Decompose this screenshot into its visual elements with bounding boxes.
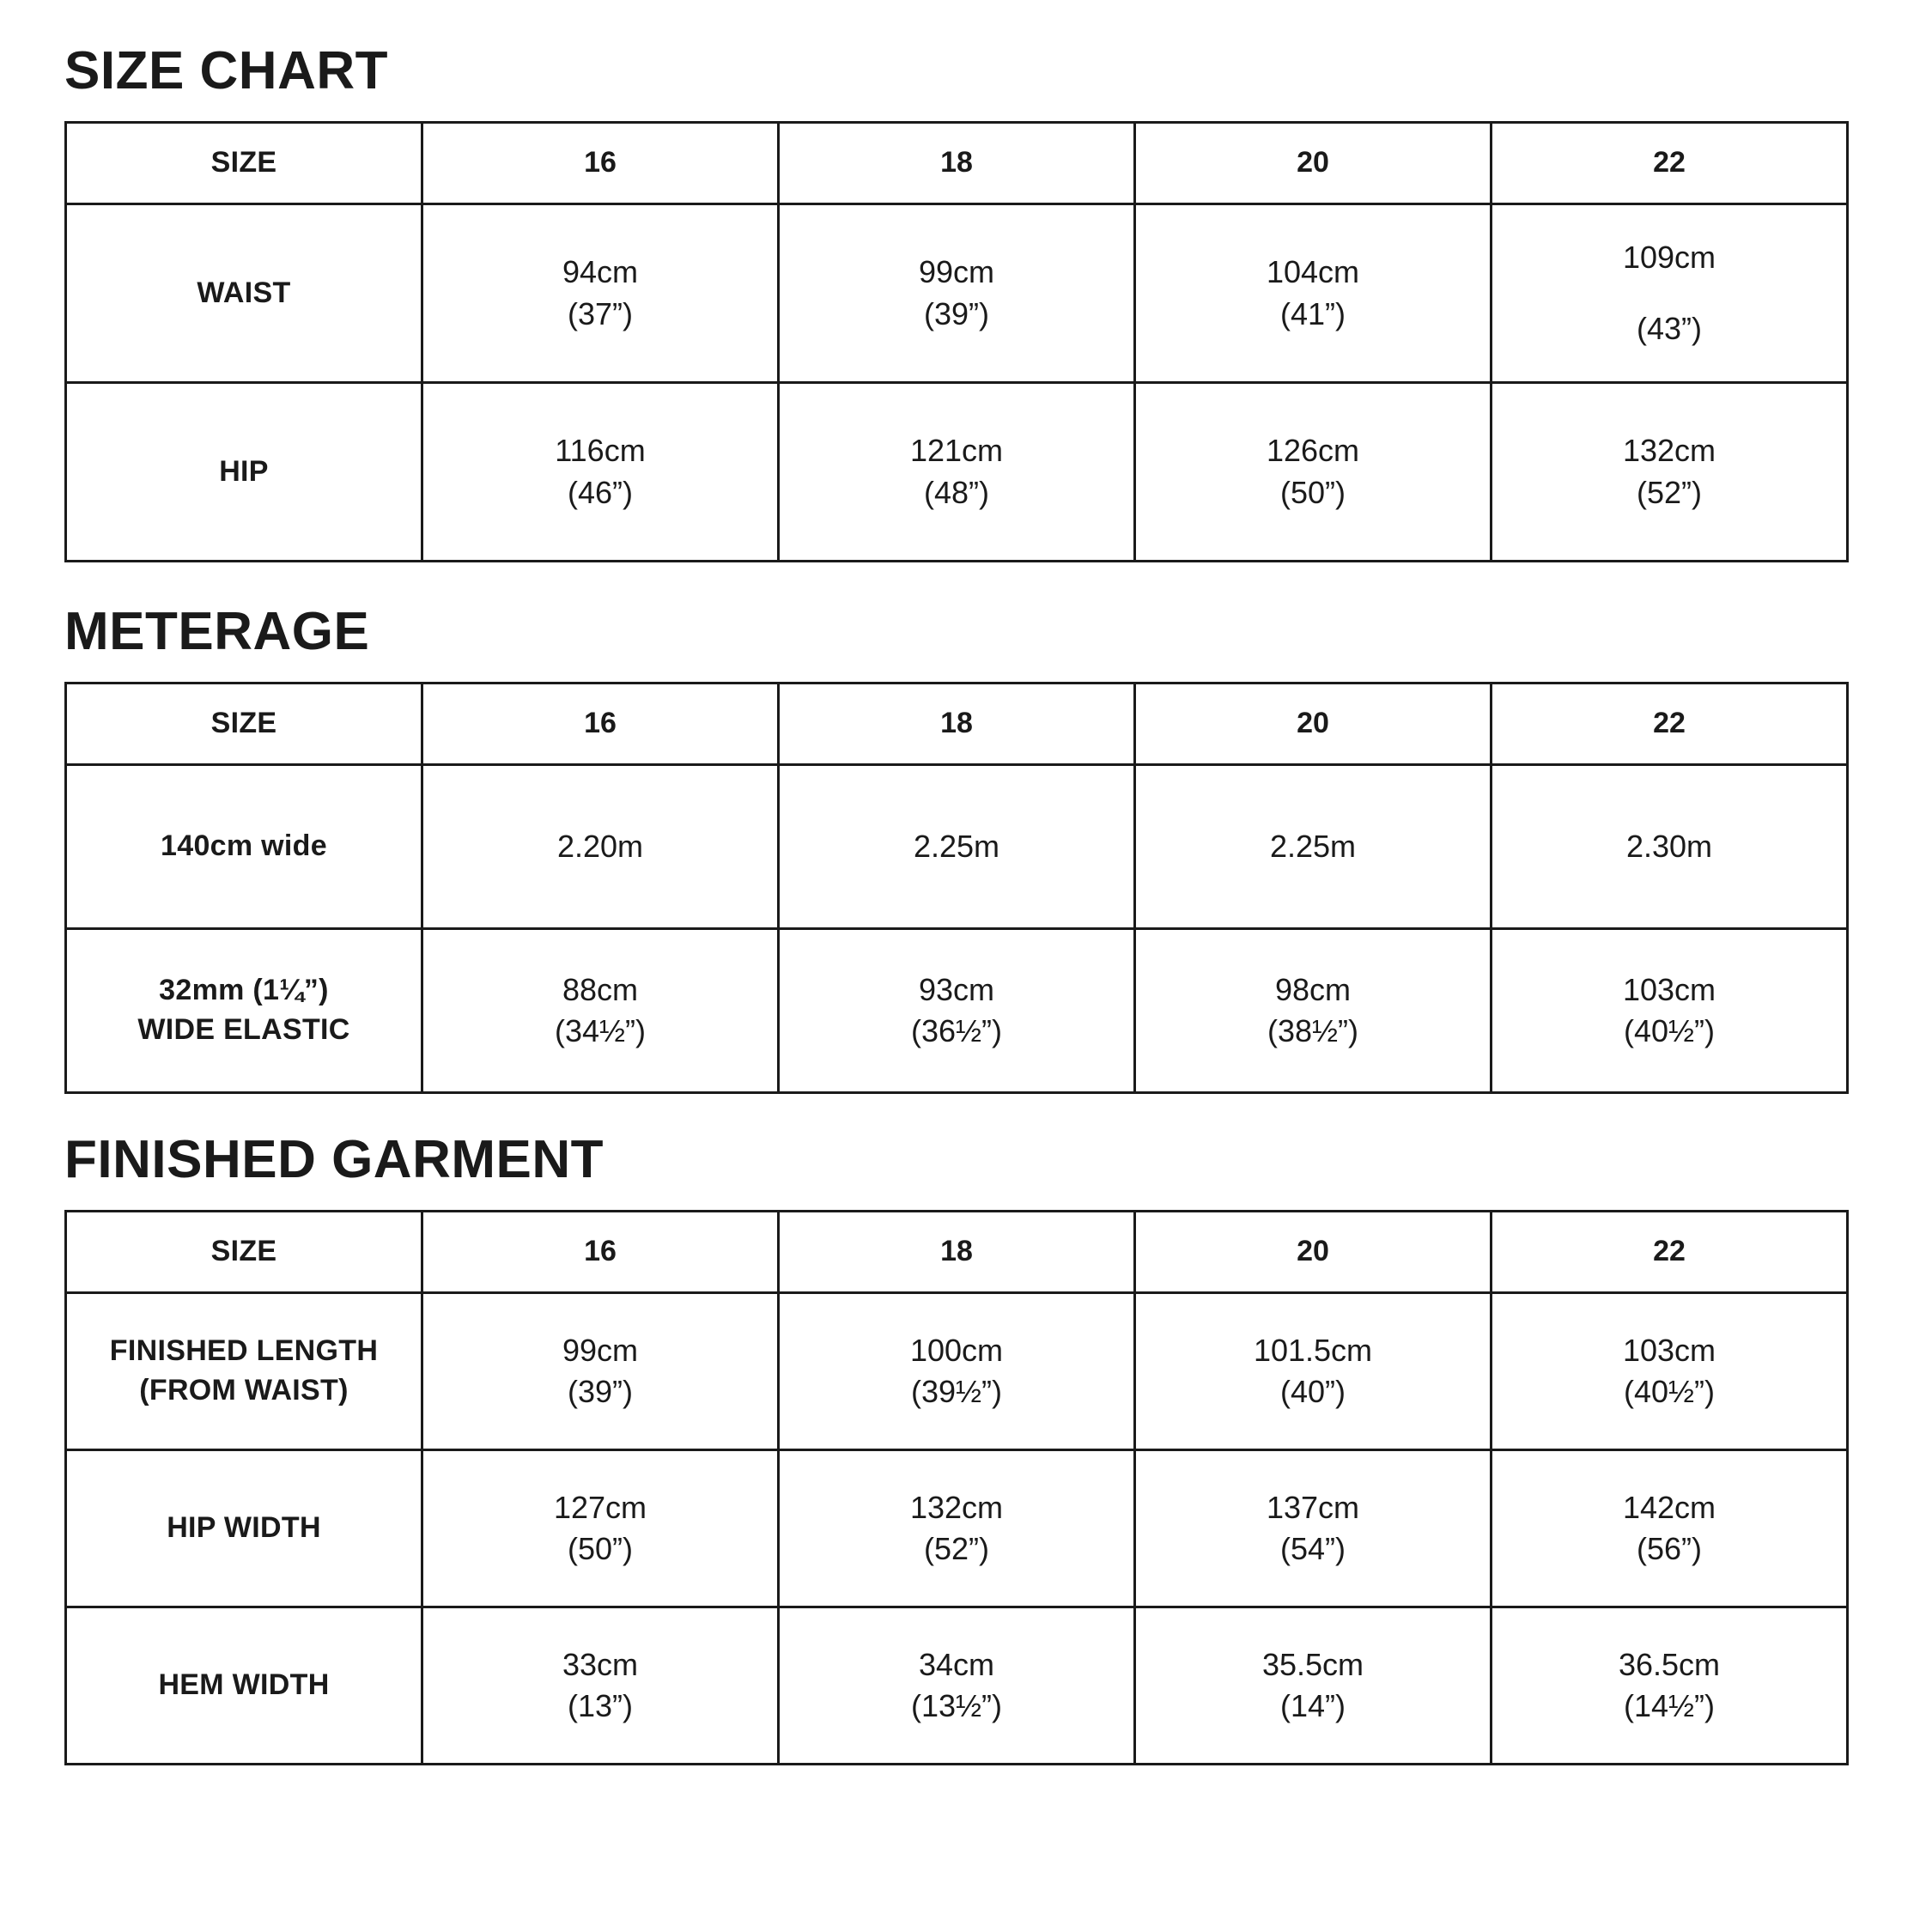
cell-finished-length-16 bbox=[422, 1293, 779, 1450]
table-header-row bbox=[66, 1212, 1848, 1293]
cell-value-inch: (13½”) bbox=[910, 1688, 1003, 1724]
cell-hip-20 bbox=[1135, 383, 1492, 562]
cell-elastic-22 bbox=[1492, 929, 1848, 1093]
cell-value-cm: 33cm bbox=[562, 1646, 639, 1682]
cell-value-cm: 137cm bbox=[1266, 1489, 1360, 1525]
cell-value-cm: 98cm bbox=[1274, 971, 1352, 1007]
cell-value-cm: 121cm bbox=[909, 433, 1004, 468]
row-label-waist: WAIST bbox=[66, 204, 422, 383]
column-header-18: 18 bbox=[779, 1212, 1135, 1293]
cell-value-inch: (46”) bbox=[567, 474, 633, 510]
table-row bbox=[66, 1607, 1848, 1765]
cell-value-cm: 88cm bbox=[562, 971, 639, 1007]
table-header-row bbox=[66, 123, 1848, 204]
section-finished-garment bbox=[64, 1132, 1846, 1765]
meterage-table bbox=[64, 682, 1849, 1094]
cell-value-inch: (39½”) bbox=[910, 1374, 1003, 1410]
cell-waist-22 bbox=[1492, 204, 1848, 383]
cell-finished-length-20 bbox=[1135, 1293, 1492, 1450]
column-header-18: 18 bbox=[779, 123, 1135, 204]
table-row bbox=[66, 204, 1848, 383]
size-chart-table bbox=[64, 121, 1849, 562]
cell-waist-20 bbox=[1135, 204, 1492, 383]
cell-value-cm: 94cm bbox=[562, 254, 639, 289]
cell-hip-16 bbox=[422, 383, 779, 562]
row-label-line2: WIDE ELASTIC bbox=[137, 1013, 350, 1047]
section-size-chart bbox=[64, 43, 1846, 562]
cell-fabric-20 bbox=[1135, 765, 1492, 929]
cell-value-inch: (36½”) bbox=[910, 1013, 1003, 1049]
cell-value-inch: (41”) bbox=[1279, 295, 1346, 331]
row-label-wide-elastic bbox=[66, 929, 422, 1093]
cell-value-cm: 34cm bbox=[918, 1646, 995, 1682]
cell-value-inch: (52”) bbox=[923, 1531, 989, 1567]
cell-finished-length-22 bbox=[1492, 1293, 1848, 1450]
cell-value-inch: (14½”) bbox=[1623, 1688, 1716, 1724]
finished-garment-table bbox=[64, 1210, 1849, 1765]
cell-value-cm: 2.20m bbox=[556, 828, 644, 864]
cell-waist-16 bbox=[422, 204, 779, 383]
table-row bbox=[66, 1293, 1848, 1450]
column-header-20: 20 bbox=[1135, 123, 1492, 204]
cell-hem-width-18 bbox=[779, 1607, 1135, 1765]
column-header-20: 20 bbox=[1135, 1212, 1492, 1293]
cell-value-inch: (34½”) bbox=[554, 1013, 647, 1049]
cell-elastic-18 bbox=[779, 929, 1135, 1093]
cell-hip-18 bbox=[779, 383, 1135, 562]
cell-fabric-18 bbox=[779, 765, 1135, 929]
row-label-fabric-width: 140cm wide bbox=[66, 765, 422, 929]
table-row bbox=[66, 765, 1848, 929]
cell-value-inch: (50”) bbox=[567, 1531, 633, 1567]
row-label-hip: HIP bbox=[66, 383, 422, 562]
cell-value-cm: 116cm bbox=[555, 433, 646, 468]
cell-fabric-16 bbox=[422, 765, 779, 929]
column-header-16: 16 bbox=[422, 683, 779, 765]
cell-value-cm: 127cm bbox=[553, 1489, 647, 1525]
section-meterage bbox=[64, 604, 1846, 1094]
cell-hem-width-16 bbox=[422, 1607, 779, 1765]
cell-value-inch: (52”) bbox=[1636, 474, 1702, 510]
cell-value-cm: 2.25m bbox=[1269, 828, 1357, 864]
cell-value-cm: 99cm bbox=[918, 254, 995, 289]
column-header-22: 22 bbox=[1492, 683, 1848, 765]
cell-hem-width-20 bbox=[1135, 1607, 1492, 1765]
cell-value-cm: 132cm bbox=[1622, 433, 1716, 468]
cell-value-inch: (50”) bbox=[1279, 474, 1346, 510]
cell-value-cm: 109cm bbox=[1622, 240, 1716, 275]
cell-value-inch: (13”) bbox=[567, 1688, 633, 1724]
cell-hip-width-16 bbox=[422, 1450, 779, 1607]
row-label-line2: (FROM WAIST) bbox=[139, 1374, 349, 1407]
cell-value-cm: 142cm bbox=[1622, 1489, 1716, 1525]
table-row bbox=[66, 383, 1848, 562]
cell-value-cm: 2.25m bbox=[913, 828, 1000, 864]
cell-value-inch: (56”) bbox=[1636, 1531, 1702, 1567]
cell-value-inch: (40½”) bbox=[1623, 1013, 1716, 1049]
cell-hem-width-22 bbox=[1492, 1607, 1848, 1765]
cell-value-cm: 99cm bbox=[562, 1332, 639, 1368]
column-header-16: 16 bbox=[422, 1212, 779, 1293]
column-header-18: 18 bbox=[779, 683, 1135, 765]
cell-fabric-22 bbox=[1492, 765, 1848, 929]
cell-hip-width-20 bbox=[1135, 1450, 1492, 1607]
table-header-row bbox=[66, 683, 1848, 765]
row-label-finished-length bbox=[66, 1293, 422, 1450]
row-label-hem-width: HEM WIDTH bbox=[66, 1607, 422, 1765]
cell-value-cm: 36.5cm bbox=[1618, 1646, 1721, 1682]
column-header-22: 22 bbox=[1492, 123, 1848, 204]
cell-value-inch: (48”) bbox=[923, 474, 989, 510]
cell-value-inch: (40½”) bbox=[1623, 1374, 1716, 1410]
cell-waist-18 bbox=[779, 204, 1135, 383]
row-label-line1: 32mm (1¼”) bbox=[159, 974, 329, 1007]
cell-finished-length-18 bbox=[779, 1293, 1135, 1450]
column-header-size: SIZE bbox=[66, 1212, 422, 1293]
cell-elastic-20 bbox=[1135, 929, 1492, 1093]
table-row bbox=[66, 929, 1848, 1093]
cell-value-inch: (40”) bbox=[1279, 1374, 1346, 1410]
cell-value-cm: 101.5cm bbox=[1253, 1332, 1373, 1368]
cell-value-cm: 126cm bbox=[1266, 433, 1360, 468]
cell-value-inch: (38½”) bbox=[1267, 1013, 1359, 1049]
cell-value-inch: (39”) bbox=[923, 295, 989, 331]
page-title-finished-garment: FINISHED GARMENT bbox=[64, 1130, 604, 1190]
cell-value-cm: 103cm bbox=[1622, 971, 1716, 1007]
cell-value-inch: (37”) bbox=[567, 295, 633, 331]
cell-value-inch: (39”) bbox=[567, 1374, 633, 1410]
cell-value-inch: (54”) bbox=[1279, 1531, 1346, 1567]
cell-value-cm: 35.5cm bbox=[1261, 1646, 1364, 1682]
page-title-meterage: METERAGE bbox=[64, 602, 370, 662]
cell-value-inch: (43”) bbox=[1636, 310, 1702, 346]
column-header-size: SIZE bbox=[66, 683, 422, 765]
cell-value-cm: 103cm bbox=[1622, 1332, 1716, 1368]
column-header-size: SIZE bbox=[66, 123, 422, 204]
cell-value-cm: 2.30m bbox=[1625, 828, 1713, 864]
row-label-hip-width: HIP WIDTH bbox=[66, 1450, 422, 1607]
cell-value-cm: 132cm bbox=[909, 1489, 1004, 1525]
table-row bbox=[66, 1450, 1848, 1607]
cell-value-cm: 100cm bbox=[909, 1332, 1004, 1368]
row-label-line1: FINISHED LENGTH bbox=[109, 1334, 379, 1368]
column-header-20: 20 bbox=[1135, 683, 1492, 765]
cell-hip-width-18 bbox=[779, 1450, 1135, 1607]
column-header-16: 16 bbox=[422, 123, 779, 204]
cell-value-cm: 104cm bbox=[1266, 254, 1360, 289]
cell-value-inch: (14”) bbox=[1279, 1688, 1346, 1724]
cell-hip-width-22 bbox=[1492, 1450, 1848, 1607]
cell-elastic-16 bbox=[422, 929, 779, 1093]
column-header-22: 22 bbox=[1492, 1212, 1848, 1293]
cell-hip-22 bbox=[1492, 383, 1848, 562]
page-title-size-chart: SIZE CHART bbox=[64, 41, 388, 100]
cell-value-cm: 93cm bbox=[918, 971, 995, 1007]
